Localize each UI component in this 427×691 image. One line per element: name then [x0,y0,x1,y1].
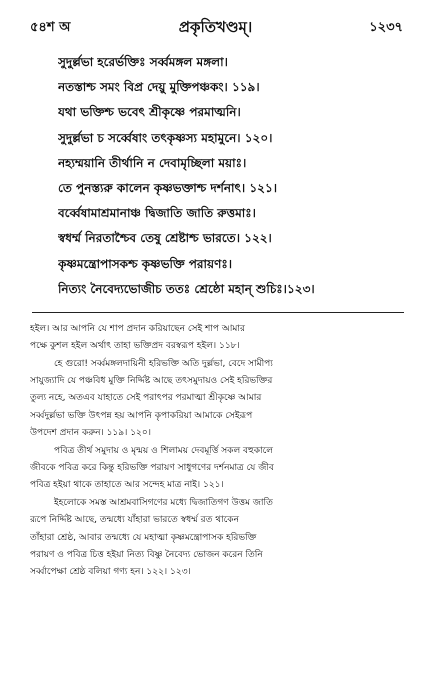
verse-line: সুদুর্ল্লভা হরের্ভক্তিঃ সর্ব্বমঙ্গল মঙ্গলা। [58,55,228,69]
commentary-line: পবিত্র হইয়া থাকে তাহাতে আর সন্দেহ মাত্র নাই। ১২১। [30,480,224,491]
commentary-line: সর্ব্বাপেক্ষা শ্রেষ্ঠ বলিয়া গণ্য হন। ১২২। ১২৩। [30,567,191,578]
commentary-line: রূপে নির্দ্দিষ্ট আছে, তন্মধ্যে যাঁহারা ভারতে স্বধর্ম্ম রত থাকেন [30,515,239,526]
verse-line: নিত্যং নৈবেদ্যভোজীচ ততঃ শ্রেষ্ঠো মহান্ শুচিঃ।১২৩। [58,281,315,296]
commentary-line: পক্ষে কুশল হইল অর্থাৎ তাহা ভক্তিপ্রদ বরস্বরূপ হইল। ১১৮। [30,341,240,352]
book-title: প্রকৃতিখণ্ডম্। [178,18,253,36]
verse-line: সুদুর্ল্লভা চ সর্ব্বেষাং তৎকৃষ্ণস্য মহামুনে। ১২০। [58,130,273,145]
verse-line: বর্ব্বেষামাশ্রমানাঞ্চ দ্বিজাতি জাতি রুত্তমাঃ। [58,206,256,221]
commentary-line: সর্ব্বদুর্ল্লভা ভক্তি উৎপন্ন হয় আপনি কৃপাকরিয়া আমাকে সেইরূপ [30,410,253,421]
commentary-line: পবিত্র তীর্থ সমুদায় ও মৃন্ময় ও শিলাময় দেবমূর্ত্তি সকল বহুকালে [54,445,273,456]
section-divider [32,312,404,313]
commentary-line: পরায়ণ ও পবিত্র চিত্ত হইয়া নিত্য বিষ্ণু নৈবেদ্য ভোজন করেন তিনি [30,549,263,560]
bengali-commentary [28,321,406,582]
page-number: ১২৩৭ [369,20,403,35]
page-header [28,14,403,40]
chapter-number: ৫৪শ অ [30,20,71,35]
commentary-line: তুল্য নহে, অতএব যাহাতে সেই পরাৎপর পরমাত্মা শ্রীকৃষ্ণে আমার [30,393,262,404]
verse-line: তে পুনস্ত্যরু কালেন কৃষ্ণভক্তাশ্চ দর্শনাৎ। ১২১। [58,180,278,195]
verse-line: কৃষ্ণমন্ত্রোপাসকশ্চ কৃষ্ণভক্তি পরায়ণঃ। [58,256,233,271]
commentary-line: জীবকে পবিত্র করে কিন্তু হরিভক্তি পরায়ণ সাধুগণের দর্শনমাত্র যে জীব [30,463,274,473]
verse-line: নতস্তাশ্চ সমং বিপ্র দেয়ু মুক্তিপঞ্চকং। ১১৯। [58,80,260,95]
commentary-line: হে গুরো! সর্ব্বমঙ্গলদায়িনী হরিভক্তি অতি দুর্ল্লভা, বেদে সামীপ্য [54,358,273,369]
verse-line: যথা ভক্তিশ্চ ভবেৎ শ্রীকৃষ্ণে পরমাত্মনি। [58,105,241,120]
commentary-line: সাযুজ্যাদি যে পঞ্চবিধ মুক্তি নির্দ্দিষ্ট আছে তৎসমুদায়ও সেই হরিভক্তির [30,376,273,387]
commentary-line: হইল। আর আপনি যে শাপ প্রদান করিয়াছেন সেই শাপ আমার [30,323,245,334]
sanskrit-verses [28,50,403,302]
commentary-line: তাঁহারা শ্রেষ্ঠ, আবার তন্মধ্যে যে মহাত্মা কৃষ্ণমন্ত্রোপাসক হরিভক্তি [30,532,257,543]
commentary-line: ইহলোকে সমস্ত আশ্রমবাসিগণের মধ্যে দ্বিজাতিগণ উত্তম জাতি [54,497,273,508]
verse-line: নহ্যম্ময়ানি তীর্থানি ন দেবামৃচ্ছিলা ময়াঃ। [58,155,247,170]
verse-line: স্বধর্ম্ম নিরতাশ্চৈব তেষু শ্রেষ্টাশ্চ ভারতে। ১২২। [58,231,272,246]
commentary-line: উপদেশ প্রদান করুন। ১১৯। ১২০। [30,428,151,439]
